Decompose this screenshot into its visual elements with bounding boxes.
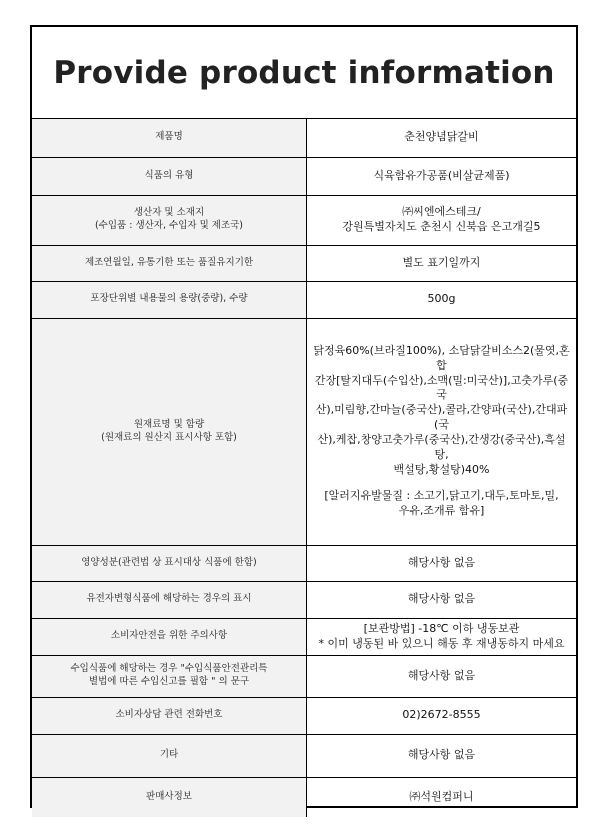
label-line: 원재료명 및 함량 [133,418,205,430]
info-row-nutrition [32,545,576,581]
value-line: 해당사항 없음 [407,748,476,762]
value-line: 별도 표기일까지 [402,255,481,269]
label-line: 제조연월일, 유통기한 또는 품질유지기한 [84,256,254,268]
row-value [307,157,577,195]
label-line: 영양성분(관련법 상 표시대상 식품에 한함) [81,556,257,568]
label-line: 별법에 따른 수입신고를 필함 " 의 문구 [88,676,250,687]
label-line: 유전자변형식품에 해당하는 경우의 표시 [86,593,252,605]
product-info-table [32,119,576,817]
value-line: 우유,조개류 함유] [398,504,485,518]
label-line: 제품명 [155,131,183,143]
row-label [32,618,307,655]
info-row-gmo [32,581,576,618]
value-line: 강원특별자치도 춘천시 신북읍 은고개길5 [342,220,541,233]
info-row-capacity [32,281,576,318]
row-value [307,734,577,777]
info-row-food-type [32,157,576,195]
label-line: (원재료의 원산지 표시사항 포함) [101,431,237,443]
row-label [32,581,307,618]
row-value [307,281,577,318]
label-line: 식품의 유형 [144,169,194,181]
label-line: 기타 [159,749,179,761]
row-label [32,157,307,195]
value-line: * 이미 냉동된 바 있으니 해동 후 재냉동하지 마세요 [318,636,565,650]
info-row-consumer-phone [32,697,576,734]
value-line: ㈜씨엔에스테크/ [402,205,481,219]
row-label [32,318,307,545]
row-value [307,655,577,697]
label-line: 수입식품에 해당하는 경우 "수입식품안전관리특 [70,663,268,675]
row-value [307,195,577,245]
row-value [307,581,577,618]
label-line: 판매사정보 [146,790,192,802]
row-label [32,119,307,157]
value-line: 산),미림향,간마늘(중국산),콜라,간양파(국산),간대파(국 [315,403,568,432]
row-value [307,545,577,581]
info-row-ingredients [32,318,576,545]
info-row-producer-location [32,195,576,245]
value-line: 산),케찹,창양고춧가루(중국산),간생강(중국산),흑설탕, [317,432,566,461]
row-label [32,734,307,777]
row-label [32,655,307,697]
value-line: 해당사항 없음 [407,555,476,569]
value-line: [알러지유발물질 : 소고기,닭고기,대두,토마토,밀, [324,489,559,503]
value-line: 02)2672-8555 [402,708,481,722]
row-value [307,119,577,157]
label-line: 소비자상담 관련 전화번호 [115,709,223,721]
value-line: 백설탕,황설탕)40% [393,462,490,476]
product-info-sheet [30,25,578,808]
value-line: 해당사항 없음 [407,592,476,606]
value-line: 간장[탈지대두(수입산),소맥(밀:미국산)],고춧가루(중국 [314,373,569,402]
row-label [32,545,307,581]
info-row-etc [32,734,576,777]
value-line: 500g [427,292,456,306]
value-line: 해당사항 없음 [407,668,476,682]
row-label [32,195,307,245]
value-line: 식육함유가공품(비살균제품) [373,168,510,182]
value-line: 닭정육60%(브라질100%), 소담닭갈비소스2(물엿,혼합 [313,343,570,372]
label-line: 소비자안전을 위한 주의사항 [110,630,228,642]
value-line: [보관방법] -18℃ 이하 냉동보관 [363,621,520,635]
row-value [307,318,577,545]
row-value [307,777,577,817]
info-row-expiry-date [32,245,576,281]
row-value [307,245,577,281]
page-title: Provide product information [32,27,576,119]
value-line: ㈜석원컴퍼니 [409,789,474,803]
row-label [32,281,307,318]
label-line: 생산자 및 소재지 [133,207,205,219]
row-label [32,777,307,817]
info-row-product-name [32,119,576,157]
row-label [32,697,307,734]
label-line: (수입품 : 생산자, 수입자 및 제조국) [94,220,244,231]
value-line: 춘천양념닭갈비 [404,130,479,144]
row-value [307,697,577,734]
info-row-safety-caution [32,618,576,655]
info-row-import-notice [32,655,576,697]
value-line [313,477,570,489]
info-row-seller-info [32,777,576,817]
label-line: 포장단위별 내용물의 용량(중량), 수량 [90,293,248,305]
row-value [307,618,577,655]
row-label [32,245,307,281]
